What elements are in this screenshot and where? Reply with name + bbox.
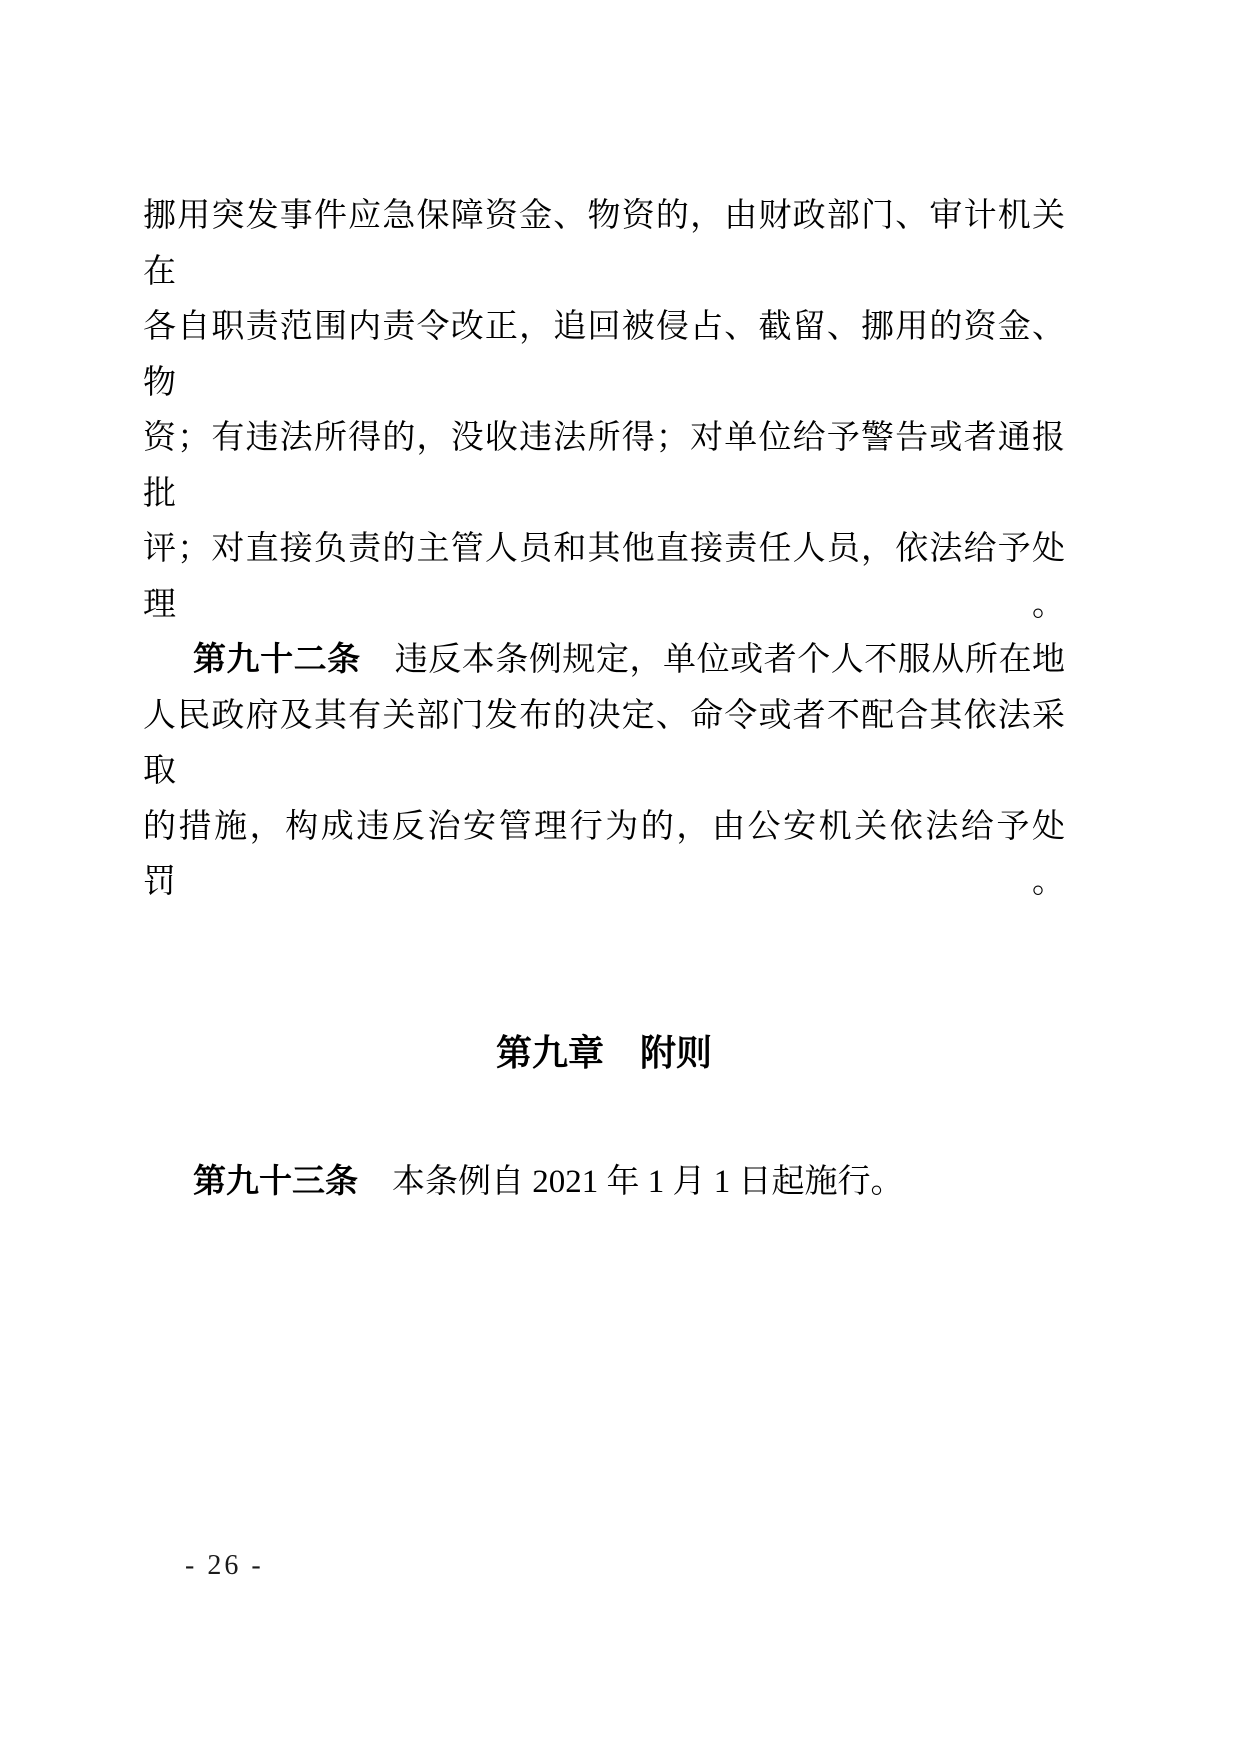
- page-number: - 26 -: [185, 1550, 264, 1581]
- article-92-first-line-text: 违反本条例规定，单位或者个人不服从所在地: [394, 642, 1066, 678]
- body-line-4: 评；对直接负责的主管人员和其他直接责任人员，依法给予处理。: [143, 531, 1065, 623]
- article-92-first-line: [143, 633, 1065, 689]
- chapter-number: 第九章: [495, 1031, 604, 1073]
- article-93-line: [143, 1155, 1065, 1211]
- body-line-3: 资；有违法所得的，没收违法所得；对单位给予警告或者通报批: [143, 420, 1065, 512]
- body-line-2: 各自职责范围内责令改正，追回被侵占、截留、挪用的资金、物: [143, 309, 1065, 401]
- article-93-number: 第九十三条: [193, 1163, 358, 1200]
- article-92-line-2: 人民政府及其有关部门发布的决定、命令或者不配合其依法采取: [143, 697, 1065, 789]
- article-92-line-3: 的措施，构成违反治安管理行为的，由公安机关依法给予处罚。: [143, 808, 1065, 900]
- article-93-text: 本条例自 2021 年 1 月 1 日起施行。: [392, 1163, 904, 1200]
- article-92-number: 第九十二条: [193, 642, 361, 678]
- chapter-title: 附则: [640, 1031, 713, 1073]
- document-body: [143, 189, 1065, 1210]
- chapter-heading: [143, 1028, 1065, 1078]
- body-line-1: 挪用突发事件应急保障资金、物资的，由财政部门、审计机关在: [143, 198, 1065, 290]
